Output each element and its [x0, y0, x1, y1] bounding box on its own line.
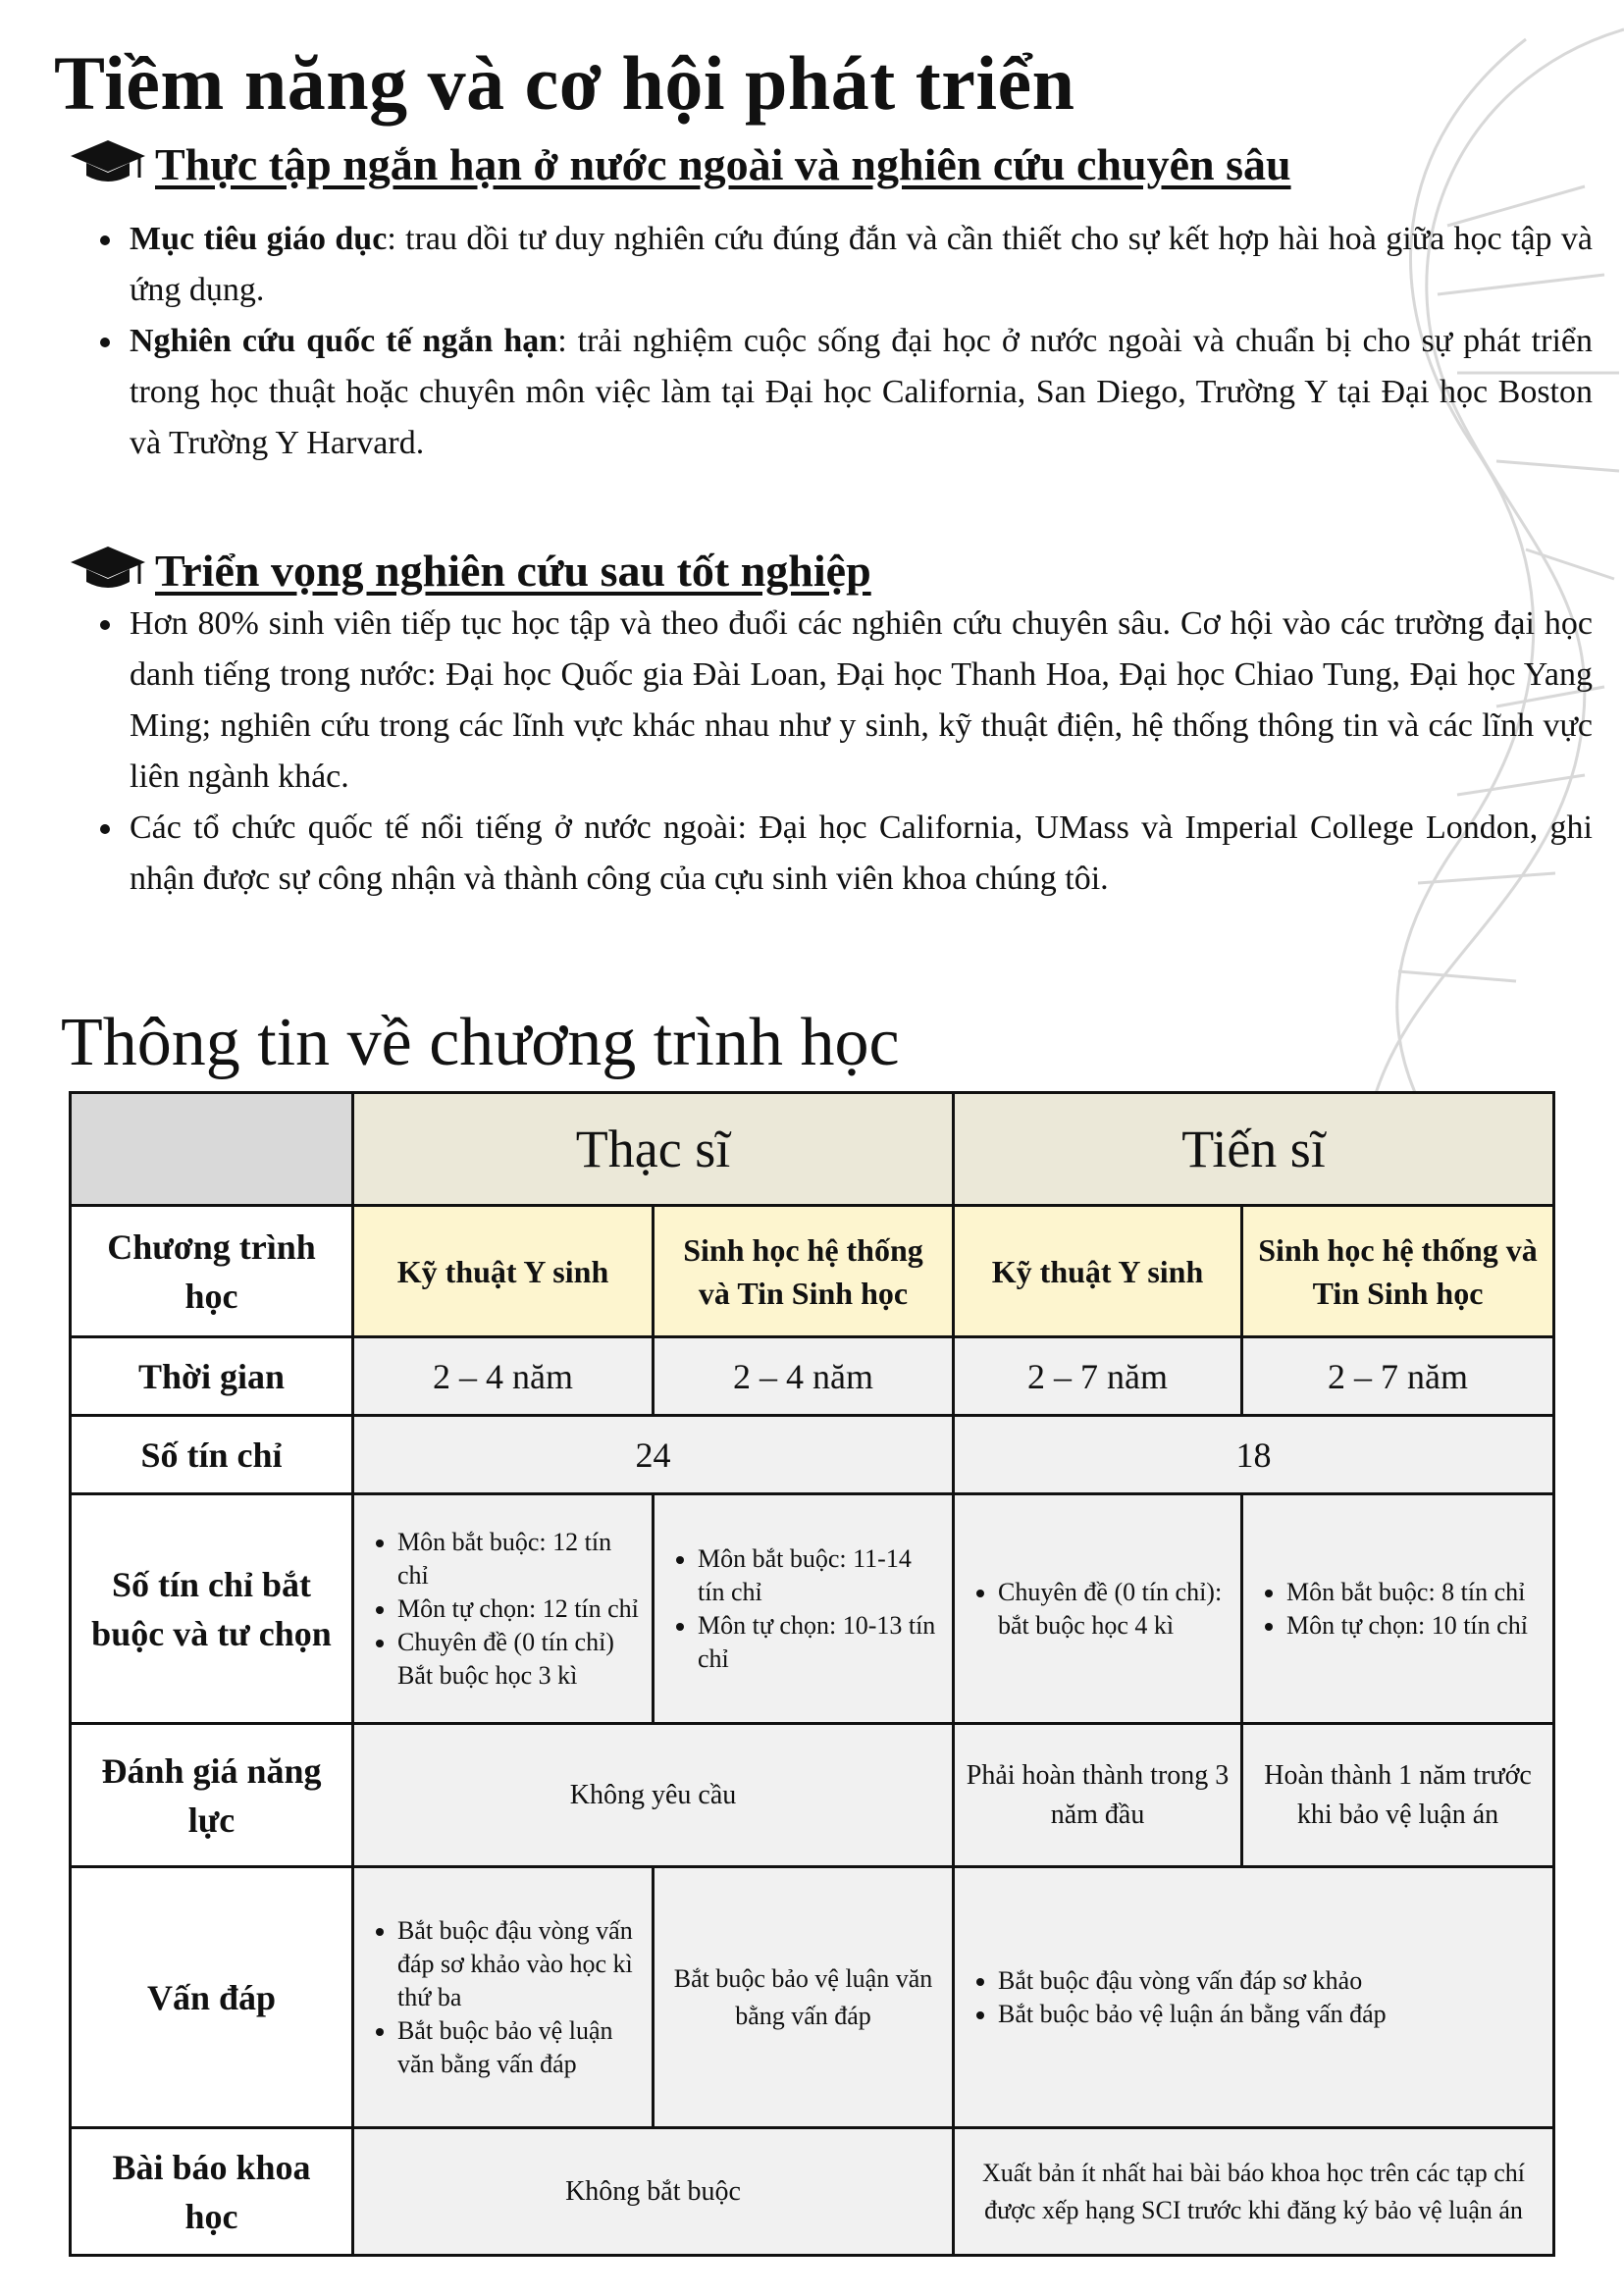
list-item: • Môn tự chọn: 10-13 tín chỉ — [698, 1609, 942, 1676]
requirements-cell — [654, 1494, 954, 1724]
graduation-cap-icon — [69, 136, 147, 202]
row-label-duration: Thời gian — [71, 1337, 353, 1416]
table-row — [71, 1867, 1554, 2128]
duration-cell: 2 – 4 năm — [654, 1337, 954, 1416]
row-label-papers: Bài báo khoa học — [71, 2128, 353, 2256]
list-item: • Bắt buộc đậu vòng vấn đáp sơ khảo vào học kì thứ ba — [397, 1914, 642, 2014]
program-table — [69, 1091, 1555, 2257]
list-item: • Nghiên cứu quốc tế ngắn hạn: trải nghiệm cuộc sống đại học ở nước ngoài và chuẩn bị cho sự phát triển trong học thuật hoặc chuyên môn việc làm tại Đại học California, San Diego, Trường Y tại Đại học Boston và Trường Y Harvard. — [126, 316, 1593, 469]
table-row — [71, 2128, 1554, 2256]
row-label-program: Chương trình học — [71, 1206, 353, 1337]
list-item: • Môn tự chọn: 10 tín chỉ — [1286, 1609, 1543, 1643]
program-cell: Sinh học hệ thống và Tin Sinh học — [1242, 1206, 1554, 1337]
credits-cell: 24 — [353, 1416, 954, 1494]
program-info-title: Thông tin về chương trình học — [61, 1005, 900, 1080]
requirements-cell — [353, 1494, 654, 1724]
papers-cell: Không bắt buộc — [353, 2128, 954, 2256]
table-corner-cell — [71, 1093, 353, 1206]
row-label-assessment: Đánh giá năng lực — [71, 1724, 353, 1867]
oral-list — [965, 1964, 1543, 2031]
list-item: • Môn tự chọn: 12 tín chỉ — [397, 1592, 642, 1626]
list-item: • Chuyên đề (0 tín chỉ) Bắt buộc học 3 kì — [397, 1626, 642, 1693]
requirements-list — [664, 1542, 942, 1676]
section-heading-text: Thực tập ngắn hạn ở nước ngoài và nghiên cứu chuyên sâu — [155, 139, 1291, 189]
list-item: • Hơn 80% sinh viên tiếp tục học tập và theo đuổi các nghiên cứu chuyên sâu. Cơ hội vào các trường đại học danh tiếng trong nước: Đại học Quốc gia Đài Loan, Đại học Thanh Hoa, Đại học Chiao Tung, Đại học Yang Ming; nghiên cứu trong các lĩnh vực khác nhau như y sinh, kỹ thuật điện, hệ thống thông tin và các lĩnh vực liên ngành khác. — [126, 599, 1593, 803]
program-cell: Kỹ thuật Y sinh — [353, 1206, 654, 1337]
internship-list — [86, 214, 1593, 469]
requirements-cell — [954, 1494, 1242, 1724]
duration-cell: 2 – 7 năm — [954, 1337, 1242, 1416]
requirements-list — [965, 1576, 1231, 1643]
assessment-cell: Không yêu cầu — [353, 1724, 954, 1867]
list-item: • Bắt buộc đậu vòng vấn đáp sơ khảo — [998, 1964, 1543, 1998]
table-row — [71, 1206, 1554, 1337]
list-item: • Bắt buộc bảo vệ luận án bằng vấn đáp — [998, 1998, 1543, 2031]
requirements-cell — [1242, 1494, 1554, 1724]
program-cell: Kỹ thuật Y sinh — [954, 1206, 1242, 1337]
requirements-list — [1253, 1576, 1543, 1643]
oral-cell — [954, 1867, 1554, 2128]
oral-cell — [353, 1867, 654, 2128]
list-item: • Môn bắt buộc: 12 tín chỉ — [397, 1526, 642, 1592]
requirements-list — [364, 1526, 642, 1693]
table-row — [71, 1416, 1554, 1494]
list-item: • Bắt buộc bảo vệ luận văn bằng vấn đáp — [397, 2014, 642, 2081]
table-row — [71, 1093, 1554, 1206]
list-item: • Chuyên đề (0 tín chỉ): bắt buộc học 4 kì — [998, 1576, 1231, 1643]
table-row — [71, 1494, 1554, 1724]
assessment-cell: Hoàn thành 1 năm trước khi bảo vệ luận án — [1242, 1724, 1554, 1867]
list-item: • Môn bắt buộc: 11-14 tín chỉ — [698, 1542, 942, 1609]
section-heading-internship — [69, 135, 1291, 202]
section-heading-text: Triển vọng nghiên cứu sau tốt nghiệp — [155, 546, 871, 596]
assessment-cell: Phải hoàn thành trong 3 năm đầu — [954, 1724, 1242, 1867]
prospects-list — [86, 599, 1593, 905]
page-title: Tiềm năng và cơ hội phát triển — [54, 40, 1075, 126]
master-header: Thạc sĩ — [353, 1093, 954, 1206]
duration-cell: 2 – 4 năm — [353, 1337, 654, 1416]
duration-cell: 2 – 7 năm — [1242, 1337, 1554, 1416]
row-label-oral: Vấn đáp — [71, 1867, 353, 2128]
papers-cell: Xuất bản ít nhất hai bài báo khoa học trên các tạp chí được xếp hạng SCI trước khi đăng ký bảo vệ luận án — [954, 2128, 1554, 2256]
row-label-required-elective: Số tín chỉ bắt buộc và tư chọn — [71, 1494, 353, 1724]
table-row — [71, 1724, 1554, 1867]
list-item: • Môn bắt buộc: 8 tín chỉ — [1286, 1576, 1543, 1609]
list-item: • Các tổ chức quốc tế nổi tiếng ở nước ngoài: Đại học California, UMass và Imperial College London, ghi nhận được sự công nhận và thành công của cựu sinh viên khoa chúng tôi. — [126, 803, 1593, 905]
credits-cell: 18 — [954, 1416, 1554, 1494]
phd-header: Tiến sĩ — [954, 1093, 1554, 1206]
program-cell: Sinh học hệ thống và Tin Sinh học — [654, 1206, 954, 1337]
table-row — [71, 1337, 1554, 1416]
list-item: • Mục tiêu giáo dục: trau dồi tư duy nghiên cứu đúng đắn và cần thiết cho sự kết hợp hài hoà giữa học tập và ứng dụng. — [126, 214, 1593, 316]
row-label-credits: Số tín chỉ — [71, 1416, 353, 1494]
oral-cell: Bắt buộc bảo vệ luận văn bằng vấn đáp — [654, 1867, 954, 2128]
oral-list — [364, 1914, 642, 2081]
